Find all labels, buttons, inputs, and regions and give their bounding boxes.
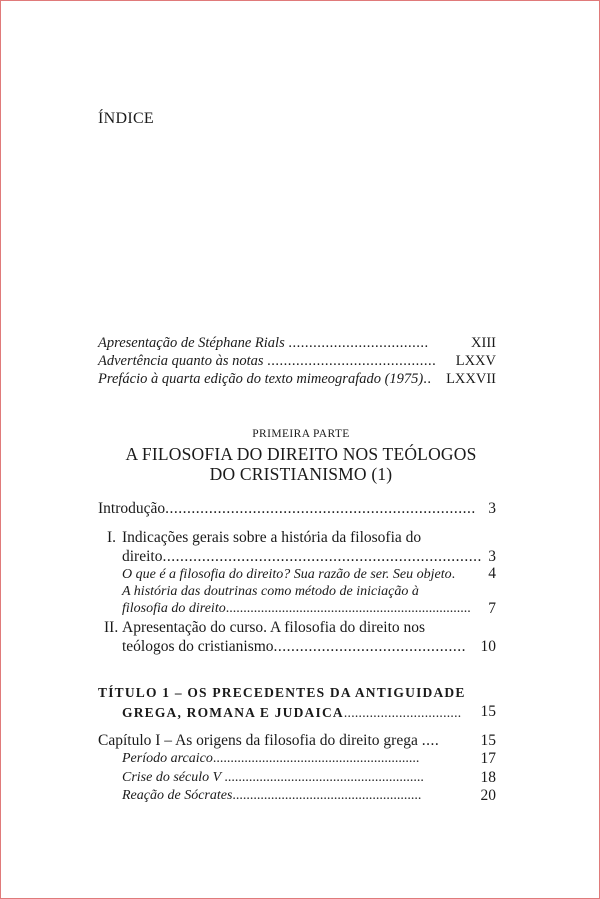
- front-matter-page: LXXV: [455, 353, 496, 369]
- index-heading: ÍNDICE: [98, 110, 155, 127]
- section-title-line1: Indicações gerais sobre a história da filosofia do: [122, 529, 422, 546]
- front-matter-title: Prefácio à quarta edição do texto mimeografado (1975): [98, 371, 424, 387]
- chapter-subsection: Reação de Sócrates......................................................: [122, 788, 422, 803]
- section-title-line2: teólogos do cristianismo............................................: [122, 638, 467, 655]
- leader-dots: ...........................................................: [212, 751, 420, 766]
- toc-entry-page: 7: [488, 600, 496, 617]
- titulo-heading-line2: GREGA, ROMANA E JUDAICA................................: [122, 705, 462, 720]
- toc-entry-page: 3: [488, 500, 496, 517]
- toc-entry-page: 3: [488, 548, 496, 565]
- toc-entry-page: 10: [480, 638, 496, 655]
- leader-dots: ......................................................................: [225, 601, 471, 616]
- section-number: II.: [104, 619, 119, 636]
- leader-dots: ..: [423, 371, 432, 387]
- leader-dots: ......................................................: [232, 788, 422, 803]
- part-label: PRIMEIRA PARTE: [252, 428, 350, 440]
- chapter-subsection: Período arcaico...........................................................: [122, 751, 420, 766]
- toc-entry-title: Introdução: [98, 500, 166, 517]
- front-matter-item: [98, 371, 432, 388]
- leader-dots: .: [451, 567, 456, 582]
- front-matter-title: Advertência quanto às notas: [98, 353, 264, 369]
- section-title-line1: Apresentação do curso. A filosofia do direito nos: [122, 619, 426, 636]
- subsection-entry: O que é a filosofia do direito? Sua razão de ser. Seu objeto.: [122, 567, 456, 582]
- front-matter-page: XIII: [471, 335, 496, 351]
- part-title-line1: A FILOSOFIA DO DIREITO NOS TEÓLOGOS: [125, 444, 477, 464]
- front-matter-page: LXXVII: [446, 371, 496, 387]
- toc-entry-page: 18: [480, 769, 496, 786]
- front-matter-item: [98, 353, 436, 370]
- toc-entry-page: 17: [480, 750, 496, 767]
- leader-dots: .........................................: [267, 353, 437, 369]
- leader-dots: .......................................................................: [165, 500, 476, 517]
- part-title-line2: DO CRISTIANISMO (1): [209, 464, 393, 484]
- subsection-entry-line2: filosofia do direito......................................................................: [122, 601, 471, 616]
- section-title-line2: direito.........................................................................: [122, 548, 482, 565]
- leader-dots: ............................................: [273, 638, 467, 655]
- toc-entry-page: 20: [480, 787, 496, 804]
- titulo-heading-line1: TÍTULO 1 – OS PRECEDENTES DA ANTIGUIDADE: [98, 685, 466, 700]
- leader-dots: ..................................: [288, 335, 429, 351]
- toc-entry-introduction: [98, 500, 476, 518]
- section-number: I.: [107, 529, 117, 546]
- leader-dots: ....: [421, 732, 440, 749]
- subsection-entry-line1: A história das doutrinas como método de iniciação à: [122, 584, 419, 599]
- leader-dots: .........................................................: [224, 770, 424, 785]
- leader-dots: ................................: [343, 705, 462, 720]
- chapter-entry: Capítulo I – As origens da filosofia do direito grega ....: [98, 732, 440, 749]
- front-matter-item: [98, 335, 429, 352]
- chapter-subsection: Crise do século V .........................................................: [122, 770, 424, 785]
- toc-entry-page: 15: [480, 703, 496, 720]
- toc-entry-page: 15: [480, 732, 496, 749]
- front-matter-title: Apresentação de Stéphane Rials: [98, 335, 285, 351]
- toc-entry-page: 4: [488, 565, 496, 582]
- leader-dots: .........................................................................: [162, 548, 482, 565]
